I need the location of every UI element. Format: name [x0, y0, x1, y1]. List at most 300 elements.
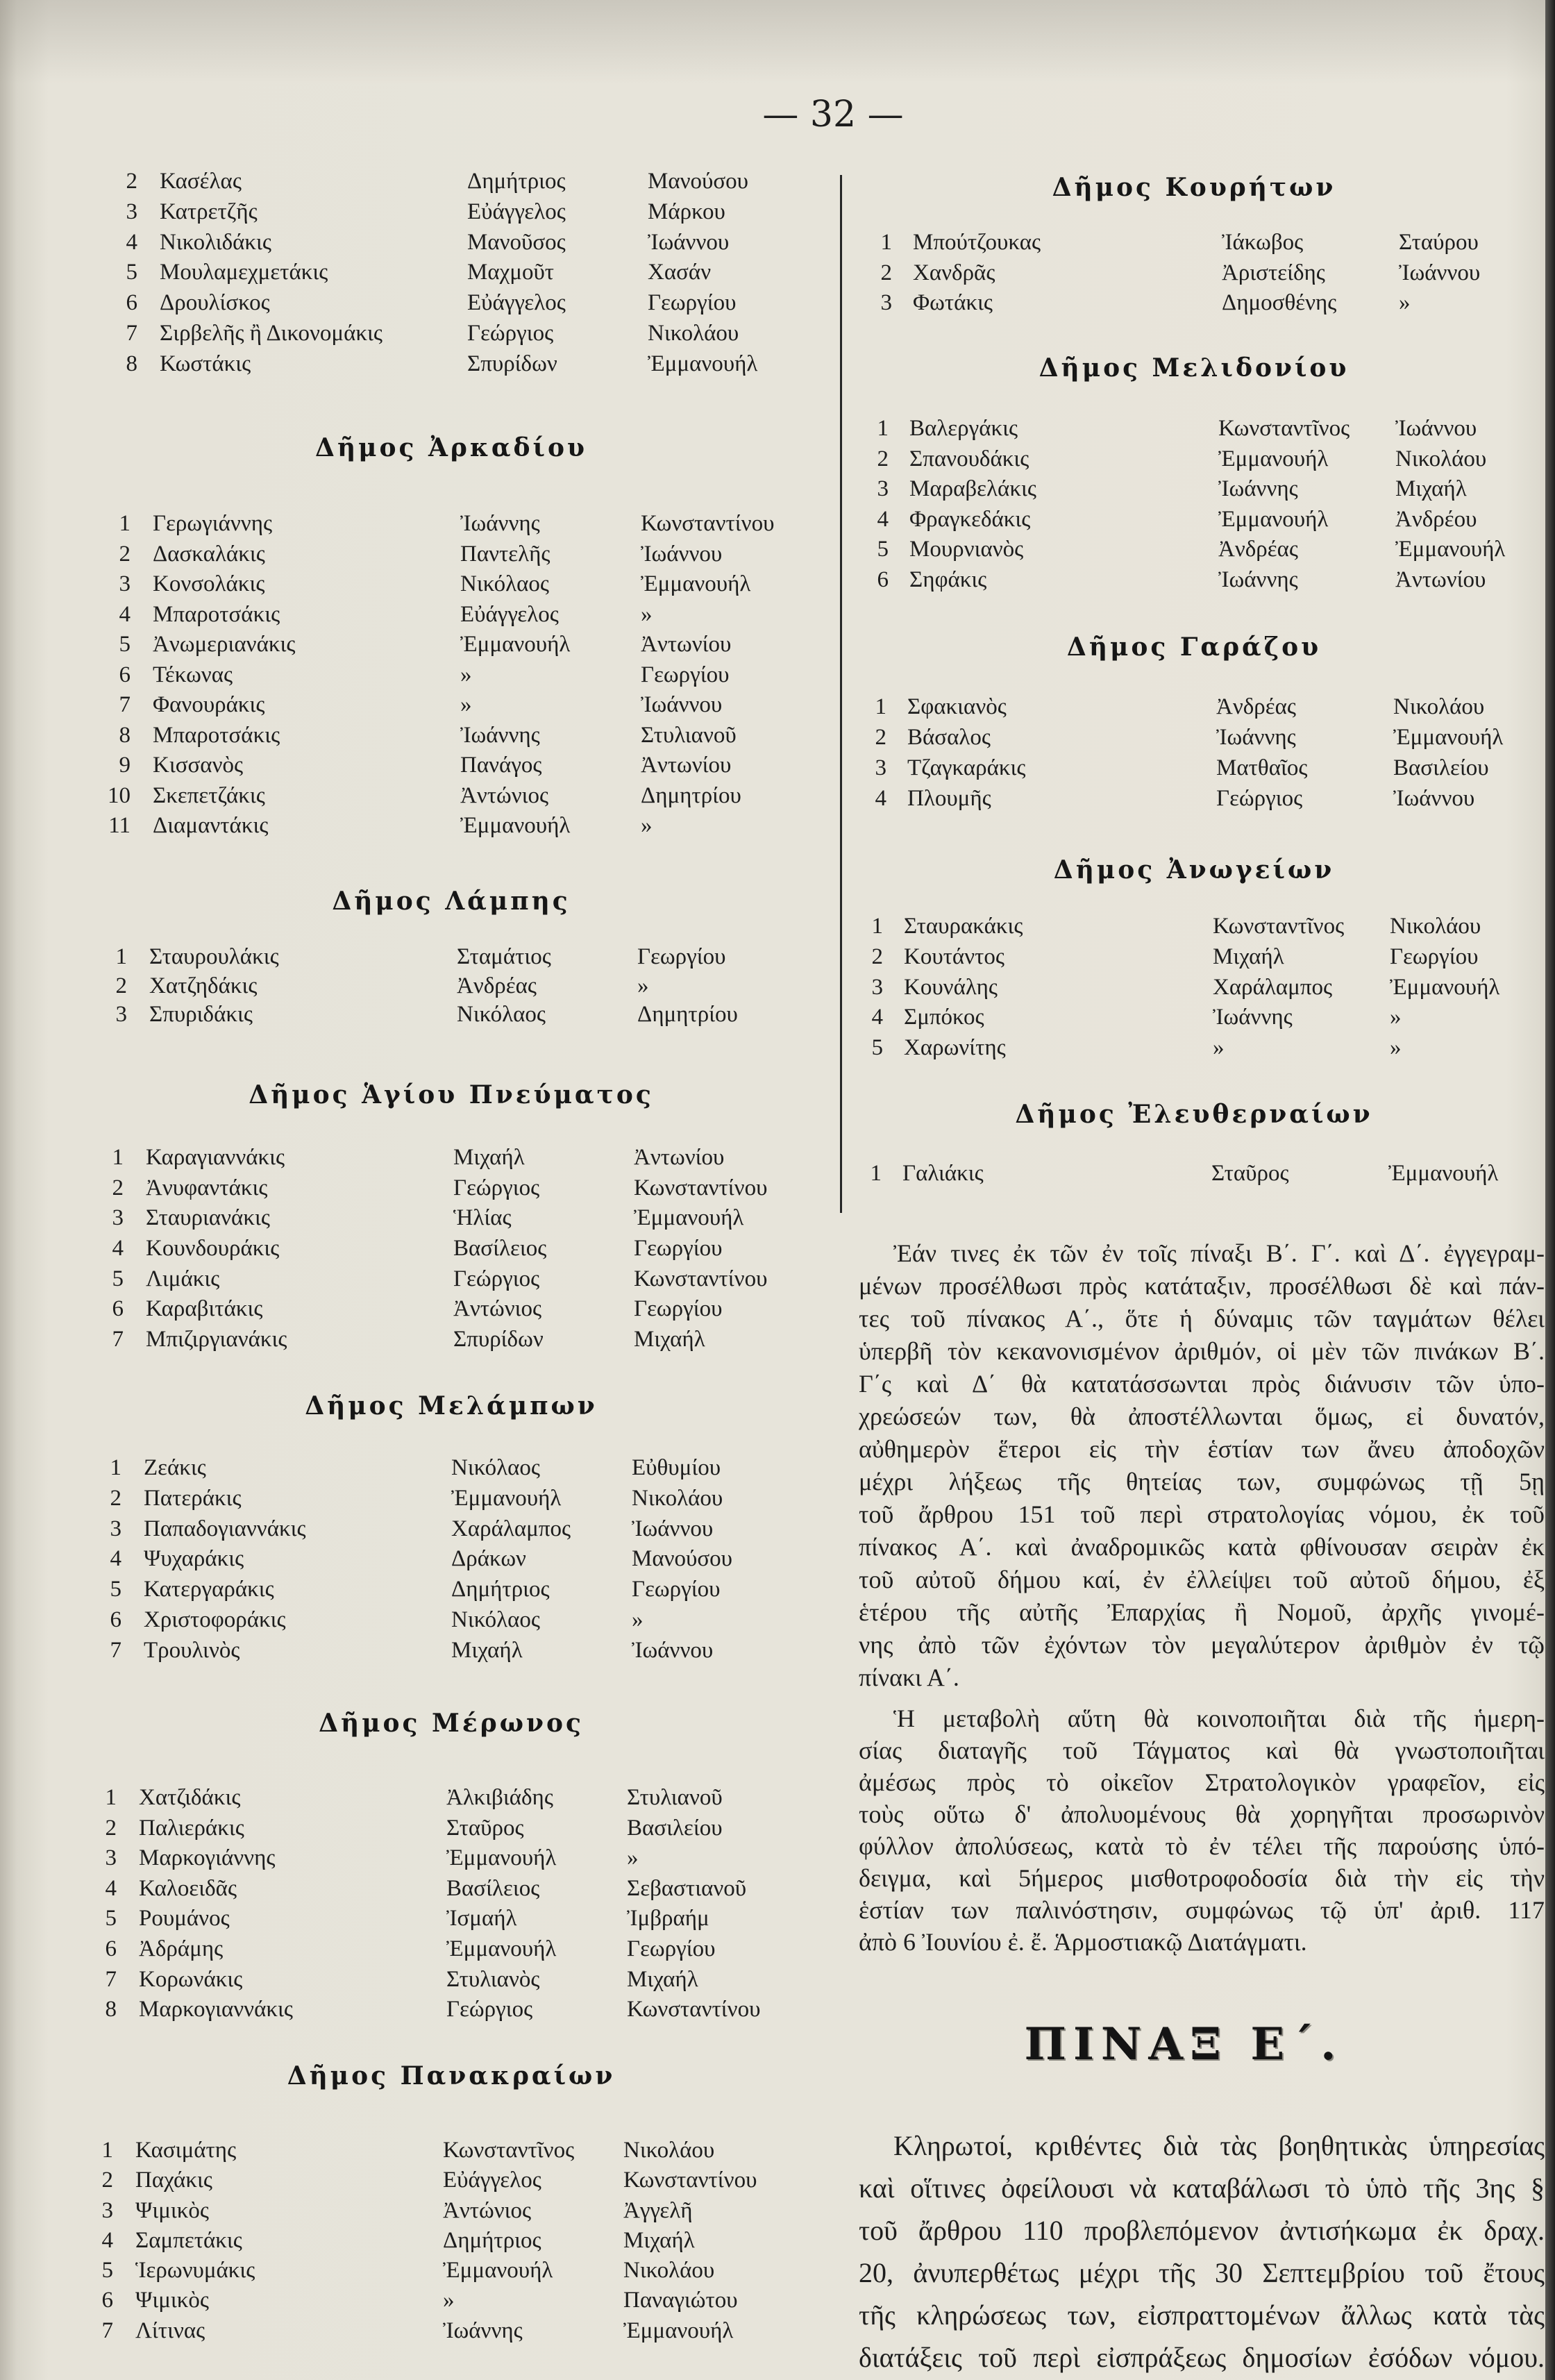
- list-row: [0, 972, 833, 1001]
- list-row: [0, 2316, 819, 2346]
- surname: Κωστάκις: [160, 351, 251, 376]
- list-row: [10, 349, 837, 380]
- first-name: Ἐμμανουήλ: [443, 2258, 553, 2283]
- list-row: [0, 1000, 833, 1030]
- first-name: Δράκων: [451, 1546, 526, 1572]
- row-number: 6: [110, 1607, 121, 1632]
- surname: Κονσολάκις: [153, 571, 265, 596]
- first-name: Νικόλαος: [451, 1455, 540, 1480]
- surname: Μουρνιανὸς: [909, 537, 1024, 562]
- father-name: Ἐμμανουήλ: [641, 571, 751, 596]
- surname: Κουνδουράκις: [146, 1236, 280, 1262]
- father-name: Γεωργίου: [627, 1936, 716, 1961]
- first-name: Ἰωάννης: [1216, 725, 1296, 750]
- father-name: Νικολάου: [623, 2258, 715, 2283]
- first-name: Δημοσθένης: [1222, 290, 1337, 315]
- list-row: [0, 1484, 827, 1514]
- father-name: Μιχαήλ: [634, 1327, 705, 1352]
- row-number: 7: [110, 1637, 121, 1663]
- father-name: Γεωργίου: [637, 944, 726, 969]
- father-name: »: [641, 813, 653, 838]
- list-row: [0, 1294, 830, 1325]
- first-name: Νικόλαος: [460, 571, 549, 596]
- surname: Δασκαλάκις: [153, 541, 265, 567]
- first-name: Ἰάκωβος: [1222, 230, 1304, 255]
- surname: Μαραβελάκις: [909, 476, 1036, 502]
- row-number: 11: [108, 813, 131, 838]
- list-row: [3, 569, 837, 600]
- father-name: Νικολάου: [1395, 446, 1487, 471]
- father-name: Μιχαήλ: [623, 2227, 695, 2253]
- first-name: Παντελῆς: [460, 541, 550, 567]
- surname: Σμπόκος: [904, 1005, 984, 1030]
- paragraph-line: Ἡ μεταβολὴ αὕτη θὰ κοινοποιῆται διὰ τῆς ἡμερη-: [893, 1704, 1545, 1732]
- father-name: Γεωργίου: [1390, 944, 1479, 969]
- district-list: [843, 414, 1545, 596]
- district-list: [0, 1143, 830, 1355]
- father-name: Βασιλείου: [1393, 755, 1489, 780]
- father-name: Ἐμμανουήλ: [1393, 725, 1504, 750]
- surname: Μπαροτσάκις: [153, 722, 280, 748]
- list-row: [0, 1965, 823, 1995]
- surname: Κασιμάτης: [135, 2138, 237, 2163]
- row-number: 1: [110, 1455, 121, 1480]
- list-row: [843, 692, 1545, 722]
- row-number: 4: [110, 1546, 121, 1572]
- surname: Ζεάκις: [144, 1455, 206, 1480]
- list-row: [0, 1783, 823, 1813]
- father-name: Νικολάου: [623, 2138, 715, 2163]
- row-number: 8: [105, 1997, 117, 2022]
- first-name: Ἐμμανουήλ: [1218, 446, 1329, 471]
- paragraph-line: Κληρωτοί, κριθέντες διὰ τὰς βοηθητικὰς ὑπηρεσίας: [893, 2130, 1545, 2161]
- row-number: 6: [877, 567, 889, 592]
- surname: Χατζιδάκις: [139, 1785, 241, 1810]
- father-name: Κωνσταντίνου: [634, 1175, 768, 1200]
- surname: Σπανουδάκις: [909, 446, 1029, 471]
- row-number: 1: [877, 416, 889, 441]
- list-row: [3, 690, 837, 721]
- surname: Κατεργαράκις: [144, 1577, 274, 1602]
- list-row: [0, 1514, 827, 1545]
- father-name: Ἐμμανουήλ: [1395, 537, 1506, 562]
- list-row: [0, 2226, 819, 2256]
- list-row: [0, 1203, 830, 1234]
- first-name: »: [443, 2288, 455, 2313]
- district-list: [0, 1453, 827, 1666]
- father-name: Γεωργίου: [634, 1296, 723, 1322]
- father-name: Ἐμμανουήλ: [648, 351, 758, 376]
- surname: Σταυριανάκις: [146, 1205, 270, 1231]
- list-row: [843, 1033, 1545, 1064]
- scan-edge: [1545, 0, 1555, 2380]
- surname: Κορωνάκις: [139, 1966, 243, 1992]
- list-row: [843, 753, 1545, 783]
- list-row: [0, 1544, 827, 1575]
- row-number: 2: [871, 944, 883, 969]
- father-name: Χασάν: [648, 260, 712, 285]
- paragraph-line: φύλλον ἀπολύσεως, κατὰ τὸ ἐν τέλει τῆς παρούσης ὑπό-: [859, 1832, 1545, 1860]
- paragraph-line: καὶ οἵτινες ὀφείλουσι νὰ καταβάλωσι τὸ ὑπὸ τῆς 3ης §: [859, 2172, 1545, 2204]
- list-row: [843, 505, 1545, 535]
- surname: Παπαδογιαννάκις: [144, 1516, 306, 1541]
- list-row: [843, 1158, 1545, 1189]
- surname: Σηφάκις: [909, 567, 987, 592]
- row-number: 5: [877, 537, 889, 562]
- first-name: Ἰωάννης: [1213, 1005, 1293, 1030]
- list-row: [847, 258, 1545, 289]
- father-name: »: [637, 973, 649, 998]
- surname: Φραγκεδάκις: [909, 506, 1031, 532]
- list-row: [843, 474, 1545, 505]
- list-row: [843, 535, 1545, 565]
- row-number: 2: [110, 1485, 121, 1511]
- list-row: [10, 228, 837, 258]
- first-name: Σπυρίδων: [453, 1327, 544, 1352]
- list-row: [0, 1813, 823, 1844]
- row-number: 5: [105, 1906, 117, 1931]
- row-number: 1: [101, 2138, 113, 2163]
- list-row: [10, 197, 837, 228]
- surname: Ψιμικὸς: [135, 2288, 209, 2313]
- surname: Κισσανὸς: [153, 753, 244, 778]
- list-row: [10, 319, 837, 349]
- first-name: Σταμάτιος: [457, 944, 551, 969]
- paragraph: [859, 1702, 1545, 1958]
- first-name: Μιχαήλ: [453, 1145, 525, 1170]
- first-name: Ἀντώνιος: [453, 1296, 542, 1322]
- father-name: Ἰμβραήμ: [627, 1906, 709, 1931]
- first-name: Βασίλειος: [453, 1236, 547, 1262]
- district-list: [847, 228, 1545, 319]
- father-name: Κωνσταντίνου: [641, 511, 775, 536]
- paragraph-line: ὑπερβῆ τὸν κεκανονισμένον ἀριθμόν, οἱ μὲν τῶν πινάκων Β΄.: [859, 1337, 1545, 1365]
- first-name: Βασίλειος: [446, 1875, 540, 1901]
- father-name: »: [1390, 1035, 1402, 1060]
- first-name: Γεώργιος: [453, 1266, 540, 1291]
- surname: Καλοειδᾶς: [139, 1875, 237, 1901]
- first-name: Ἐμμανουήλ: [460, 813, 571, 838]
- list-row: [3, 509, 837, 539]
- first-name: Ματθαῖος: [1216, 755, 1308, 780]
- surname: Καραβιτάκις: [146, 1296, 263, 1322]
- surname: Κουτάντος: [904, 944, 1005, 969]
- district-list: [843, 912, 1545, 1064]
- list-row: [0, 1843, 823, 1874]
- first-name: Χαράλαμπος: [451, 1516, 571, 1541]
- paragraph-line: τῆς κληρώσεως των, εἰσπραττομένων ἄλλως κατὰ τὰς: [859, 2299, 1545, 2331]
- first-name: Σταῦρος: [446, 1815, 524, 1841]
- district-heading: Δῆμος Ἀνωγείων: [1053, 855, 1335, 885]
- row-number: 7: [126, 320, 137, 346]
- row-number: 1: [871, 914, 883, 939]
- row-number: 5: [112, 1266, 124, 1291]
- list-row: [3, 660, 837, 691]
- row-number: 3: [110, 1516, 121, 1541]
- first-name: Δημήτριος: [443, 2227, 541, 2253]
- list-row: [0, 1605, 827, 1636]
- paragraph-line: τοῦ ἄρθρου 110 προβλεπόμενον ἀντισήκωμα ἐκ δραχ.: [859, 2215, 1545, 2246]
- district-heading: Δῆμος Κουρήτων: [1052, 173, 1336, 202]
- paragraph-line: πίνακι Α΄.: [859, 1664, 959, 1691]
- surname: Μπούτζουκας: [913, 230, 1041, 255]
- surname: Σαμπετάκις: [135, 2227, 242, 2253]
- father-name: Ἰωάννου: [641, 692, 723, 717]
- surname: Ψυχαράκις: [144, 1546, 244, 1572]
- paragraph: [859, 1237, 1545, 1694]
- row-number: 1: [870, 1161, 882, 1186]
- first-name: Ἐμμανουήλ: [1218, 506, 1329, 532]
- row-number: 2: [126, 169, 137, 194]
- first-name: Μιχαήλ: [1213, 944, 1284, 969]
- paragraph-line: χρεώσεών των, θὰ ἀποστέλλωνται ὅμως, εἰ δυνατόν,: [859, 1402, 1545, 1430]
- first-name: Στυλιανὸς: [446, 1966, 540, 1992]
- list-row: [3, 630, 837, 660]
- father-name: Σεβαστιανοῦ: [627, 1875, 747, 1901]
- first-name: Κωνσταντῖνος: [443, 2138, 575, 2163]
- row-number: 1: [112, 1145, 124, 1170]
- row-number: 7: [105, 1966, 117, 1992]
- first-name: »: [460, 692, 472, 717]
- father-name: Ἀνδρέου: [1395, 506, 1477, 532]
- first-name: Γεώργιος: [446, 1997, 533, 2022]
- list-row: [843, 973, 1545, 1003]
- father-name: Μανούσου: [632, 1546, 733, 1572]
- list-row: [847, 228, 1545, 258]
- row-number: 6: [105, 1936, 117, 1961]
- row-number: 4: [875, 786, 886, 811]
- surname: Πατεράκις: [144, 1485, 242, 1511]
- father-name: Ἰωάννου: [641, 541, 723, 567]
- surname: Σιρβελῆς ἢ Δικονομάκις: [160, 320, 383, 346]
- father-name: Κωνσταντίνου: [634, 1266, 768, 1291]
- continued-list: [10, 167, 837, 380]
- row-number: 6: [119, 662, 131, 687]
- father-name: Νικολάου: [632, 1485, 723, 1511]
- father-name: Γεωργίου: [634, 1236, 723, 1262]
- list-row: [0, 1264, 830, 1295]
- paragraph-line: τοῦ ἄρθρου 151 τοῦ περὶ στρατολογίας νόμου, ἐκ τοῦ: [859, 1500, 1545, 1528]
- list-row: [0, 1904, 823, 1934]
- list-row: [0, 2165, 819, 2195]
- paragraph-line: νης ἀπὸ τῶν ἐχόντων τὸν μεγαλύτερον ἀριθμὸν ἐν τῷ: [859, 1631, 1545, 1659]
- surname: Νικολιδάκις: [160, 229, 272, 255]
- list-row: [0, 1995, 823, 2025]
- surname: Σφακιανὸς: [907, 694, 1007, 719]
- paragraph-line: ἀπὸ 6 Ἰουνίου ἐ. ἔ. Ἁρμοστιακῷ Διατάγματι.: [859, 1928, 1307, 1956]
- first-name: Γεώργιος: [467, 320, 554, 346]
- row-number: 3: [101, 2197, 113, 2223]
- paragraph-line: τοὺς οὕτω δ' ἀπολυομένους θὰ χορηγῆται προσωρινὸν: [859, 1800, 1545, 1828]
- surname: Σταυρακάκις: [904, 914, 1023, 939]
- page-number: — 32 —: [762, 94, 904, 135]
- list-row: [0, 2196, 819, 2226]
- father-name: Μανούσου: [648, 169, 749, 194]
- first-name: Ἰωάννης: [443, 2318, 523, 2343]
- district-list: [3, 509, 837, 841]
- father-name: Δημητρίου: [641, 782, 741, 808]
- father-name: Ἀντωνίου: [1395, 567, 1486, 592]
- paragraph-line: ἀμέσως πρὸς τὸ οἰκεῖον Στρατολογικὸν γραφεῖον, εἰς: [859, 1768, 1545, 1796]
- list-row: [0, 1934, 823, 1965]
- first-name: Ἐμμανουήλ: [446, 1936, 557, 1961]
- father-name: »: [632, 1607, 644, 1632]
- paragraph-line: μέχρι λήξεως τῆς θητείας των, συμφώνως τῇ 5ῃ: [859, 1468, 1545, 1495]
- surname: Κατρετζῆς: [160, 199, 258, 224]
- father-name: Γεωργίου: [632, 1577, 721, 1602]
- district-heading: Δῆμος Ἐλευθερναίων: [1015, 1100, 1373, 1129]
- list-row: [843, 414, 1545, 444]
- first-name: Γεώργιος: [1216, 786, 1303, 811]
- paragraph-line: σίας διαταγῆς τοῦ Τάγματος καὶ θὰ γνωστοποιῆται: [859, 1736, 1545, 1764]
- father-name: Κωνσταντίνου: [623, 2168, 757, 2193]
- father-name: »: [1399, 290, 1411, 315]
- row-number: 1: [880, 230, 892, 255]
- list-row: [843, 1003, 1545, 1033]
- district-heading: Δῆμος Μέρωνος: [319, 1709, 584, 1738]
- surname: Μπιζιργιανάκις: [146, 1327, 287, 1352]
- district-list: [843, 692, 1545, 814]
- row-number: 2: [880, 260, 892, 285]
- list-row: [0, 1453, 827, 1484]
- first-name: Δημήτριος: [467, 169, 566, 194]
- row-number: 4: [112, 1236, 124, 1262]
- surname: Βάσαλος: [907, 725, 991, 750]
- father-name: Γεωργίου: [641, 662, 730, 687]
- first-name: Ἀντώνιος: [460, 782, 549, 808]
- father-name: Ἀντωνίου: [641, 753, 732, 778]
- row-number: 6: [101, 2288, 113, 2313]
- father-name: Ἐμμανουήλ: [1390, 974, 1500, 1000]
- surname: Ἀδράμης: [139, 1936, 224, 1961]
- first-name: Πανάγος: [460, 753, 542, 778]
- list-row: [0, 1575, 827, 1605]
- father-name: Μιχαήλ: [627, 1966, 698, 1992]
- district-heading: Δῆμος Ἁγίου Πνεύματος: [249, 1080, 654, 1109]
- list-row: [3, 539, 837, 570]
- row-number: 1: [875, 694, 886, 719]
- surname: Χριστοφοράκις: [144, 1607, 286, 1632]
- surname: Πλουμῆς: [907, 786, 991, 811]
- surname: Ρουμάνος: [139, 1906, 230, 1931]
- first-name: Ἀριστείδης: [1222, 260, 1325, 285]
- surname: Ἀνωμεριανάκις: [153, 632, 296, 657]
- table-heading: ΠΙΝΑΞ Ε΄.: [1024, 2018, 1343, 2070]
- first-name: Νικόλαος: [451, 1607, 540, 1632]
- paragraph-line: ἑστίαν των παλινόστησιν, συμφώνως τῷ ὑπ' ἀριθ. 117: [859, 1896, 1545, 1924]
- first-name: Ἡλίας: [453, 1205, 512, 1231]
- row-number: 5: [871, 1035, 883, 1060]
- district-heading: Δῆμος Γαράζου: [1066, 632, 1322, 662]
- district-list: [0, 1783, 823, 2025]
- row-number: 3: [871, 974, 883, 1000]
- list-row: [847, 288, 1545, 319]
- first-name: Ἐμμανουήλ: [451, 1485, 562, 1511]
- surname: Ἀνυφαντάκις: [146, 1175, 268, 1200]
- paragraph-line: μένων προσέλθωσι πρὸς κατάταξιν, προσέλθωσι δὲ καὶ πάν-: [859, 1272, 1545, 1300]
- row-number: 4: [101, 2227, 113, 2253]
- list-row: [3, 751, 837, 781]
- first-name: »: [1213, 1035, 1225, 1060]
- surname: Σκεπετζάκις: [153, 782, 265, 808]
- first-name: Μαχμοῦτ: [467, 260, 555, 285]
- surname: Ψιμικὸς: [135, 2197, 209, 2223]
- list-row: [0, 1874, 823, 1904]
- row-number: 1: [105, 1785, 117, 1810]
- first-name: Ἰωάννης: [460, 511, 540, 536]
- surname: Μαρκογιάννης: [139, 1845, 276, 1871]
- father-name: Ἰωάννου: [632, 1637, 714, 1663]
- surname: Γαλιάκις: [902, 1161, 984, 1186]
- surname: Τρουλινὸς: [144, 1637, 240, 1663]
- first-name: Γεώργιος: [453, 1175, 540, 1200]
- list-row: [10, 288, 837, 319]
- right-column: [843, 0, 1545, 2380]
- father-name: »: [641, 601, 653, 627]
- row-number: 1: [119, 511, 131, 536]
- first-name: Χαράλαμπος: [1213, 974, 1333, 1000]
- father-name: Ἀντωνίου: [641, 632, 732, 657]
- row-number: 4: [119, 601, 131, 627]
- first-name: Ἰσμαήλ: [446, 1906, 517, 1931]
- first-name: »: [460, 662, 472, 687]
- paragraph-line: τες τοῦ πίνακος Α΄., ὅτε ἡ δύναμις τῶν ταγμάτων θέλει: [859, 1305, 1545, 1332]
- row-number: 5: [101, 2258, 113, 2283]
- surname: Τέκωνας: [153, 662, 233, 687]
- list-row: [0, 2136, 819, 2165]
- first-name: Ἰωάννης: [460, 722, 540, 748]
- row-number: 3: [126, 199, 137, 224]
- list-row: [0, 1143, 830, 1173]
- first-name: Ἀνδρέας: [1216, 694, 1296, 719]
- surname: Φωτάκις: [913, 290, 993, 315]
- list-row: [843, 783, 1545, 814]
- row-number: 7: [101, 2318, 113, 2343]
- paragraph-line: δειγμα, καὶ 5ήμερος μισθοτροφοδοσία διὰ τὴν εἰς τὴν: [859, 1864, 1545, 1892]
- list-row: [10, 167, 837, 197]
- father-name: Ἰωάννου: [1395, 416, 1477, 441]
- father-name: Ἀγγελῆ: [623, 2197, 693, 2223]
- first-name: Ἐμμανουήλ: [446, 1845, 557, 1871]
- row-number: 3: [875, 755, 886, 780]
- father-name: Ἰωάννου: [1393, 786, 1475, 811]
- paragraph-line: πίνακος Α΄. καὶ ἀναδρομικῶς κατὰ φθίνουσαν σειρὰν ἐκ: [859, 1533, 1545, 1561]
- row-number: 8: [126, 351, 137, 376]
- surname: Μουλαμεχμετάκις: [160, 260, 328, 285]
- row-number: 3: [105, 1845, 117, 1871]
- first-name: Σπυρίδων: [467, 351, 557, 376]
- first-name: Εὐάγγελος: [467, 290, 566, 316]
- list-row: [843, 942, 1545, 973]
- surname: Γερωγιάννης: [153, 511, 273, 536]
- father-name: Μάρκου: [648, 199, 725, 224]
- father-name: Ἐμμανουήλ: [623, 2318, 734, 2343]
- father-name: Σταύρου: [1399, 230, 1479, 255]
- surname: Μαρκογιαννάκις: [139, 1997, 293, 2022]
- row-number: 4: [105, 1875, 117, 1901]
- row-number: 7: [119, 692, 131, 717]
- first-name: Ἀντώνιος: [443, 2197, 532, 2223]
- row-number: 2: [101, 2168, 113, 2193]
- surname: Σπυριδάκις: [149, 1002, 253, 1027]
- row-number: 2: [115, 973, 127, 998]
- list-row: [0, 1173, 830, 1204]
- father-name: Ἰωάννου: [1399, 260, 1481, 285]
- surname: Λίτινας: [135, 2318, 205, 2343]
- paragraph-line: Ἐάν τινες ἐκ τῶν ἐν τοῖς πίναξι Β΄. Γ΄. καὶ Δ΄. ἐγγεγραμ-: [893, 1239, 1545, 1267]
- surname: Παλιεράκις: [139, 1815, 244, 1841]
- row-number: 1: [115, 944, 127, 969]
